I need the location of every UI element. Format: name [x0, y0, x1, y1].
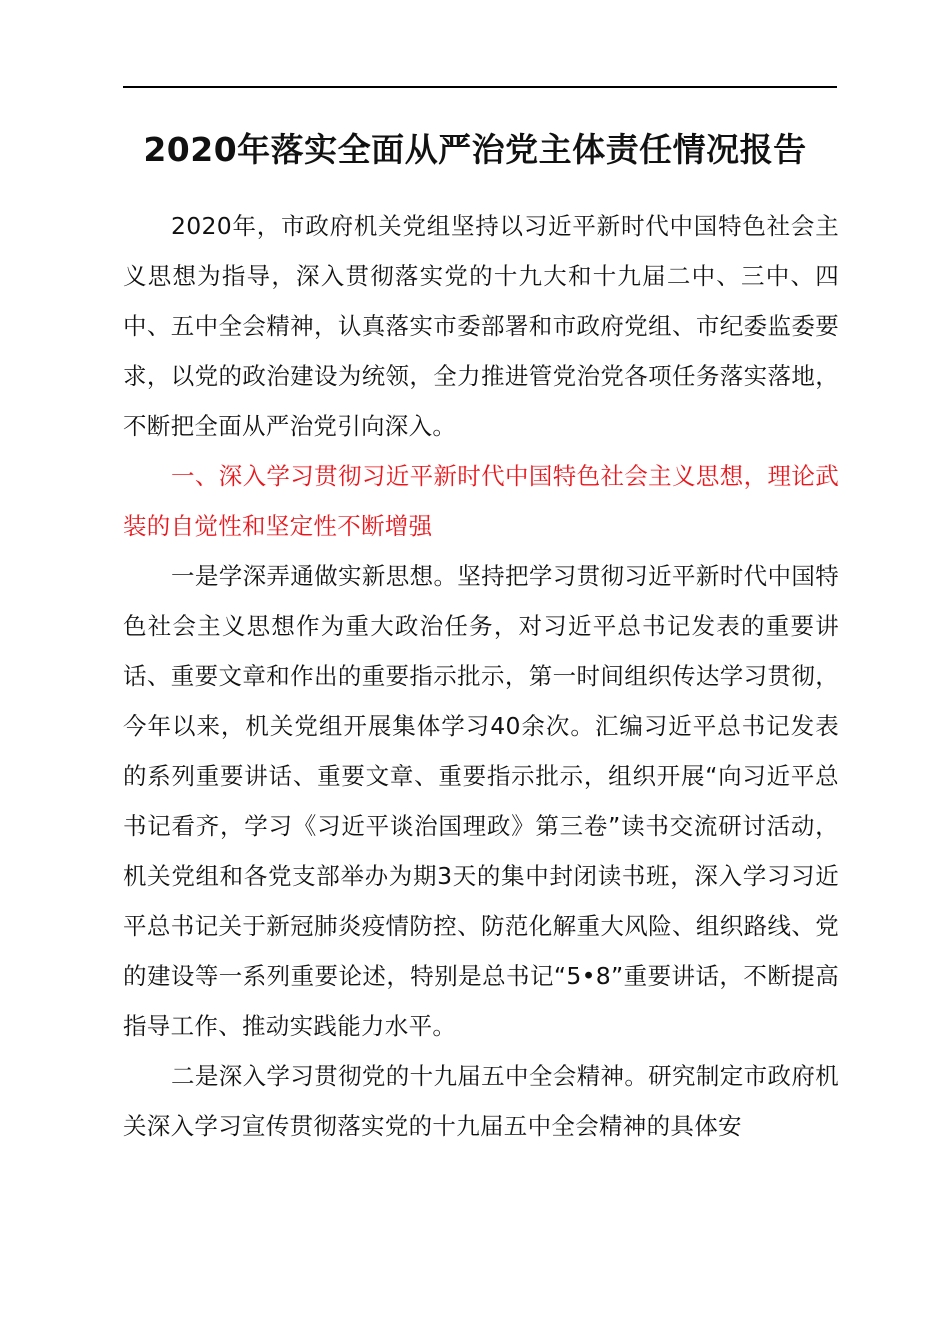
- intro-paragraph: 2020年，市政府机关党组坚持以习近平新时代中国特色社会主义思想为指导，深入贯彻落实党的十九大和十九届二中、三中、四中、五中全会精神，认真落实市委部署和市政府党组、市纪委监委要求，以党的政治建设为统领，全力推进管党治党各项任务落实落地，不断把全面从严治党引向深入。: [123, 212, 839, 440]
- body-paragraph-2: 二是深入学习贯彻党的十九届五中全会精神。研究制定市政府机关深入学习宣传贯彻落实党的十九届五中全会精神的具体安: [123, 1062, 839, 1140]
- body-paragraph-1: 一是学深弄通做实新思想。坚持把学习贯彻习近平新时代中国特色社会主义思想作为重大政治任务，对习近平总书记发表的重要讲话、重要文章和作出的重要指示批示，第一时间组织传达学习贯彻，今年以来，机关党组开展集体学习40余次。汇编习近平总书记发表的系列重要讲话、重要文章、重要指示批示，组织开展“向习近平总书记看齐，学习《习近平谈治国理政》第三卷”读书交流研讨活动，机关党组和各党支部举办为期3天的集中封闭读书班，深入学习习近平总书记关于新冠肺炎疫情防控、防范化解重大风险、组织路线、党的建设等一系列重要论述，特别是总书记“5•8”重要讲话，不断提高指导工作、推动实践能力水平。: [123, 562, 839, 1040]
- section-heading-1: 一、深入学习贯彻习近平新时代中国特色社会主义思想，理论武装的自觉性和坚定性不断增强: [123, 462, 839, 540]
- document-body: [123, 201, 839, 1151]
- top-rule: [123, 86, 837, 88]
- document-title: 2020年落实全面从严治党主体责任情况报告: [143, 130, 807, 169]
